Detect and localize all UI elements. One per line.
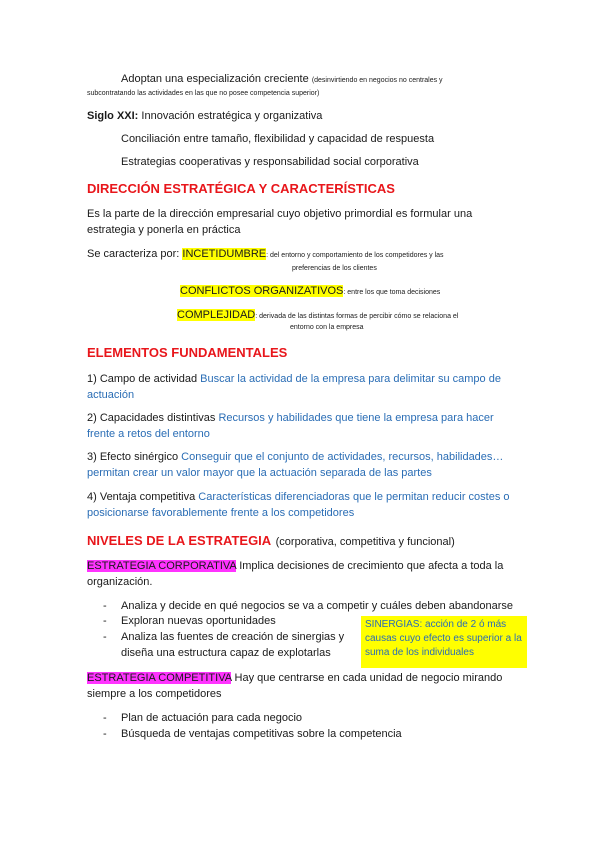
conflictos-highlight: CONFLICTOS ORGANIZATIVOS [180, 285, 344, 297]
corp-bullet-2: Exploran nuevas oportunidades [121, 615, 276, 627]
elemento-1-desc: Buscar la actividad de la empresa para delimitar su campo de [200, 373, 501, 385]
bullet-dash: - [103, 631, 107, 643]
conflictos-desc: : entre los que toma decisiones [343, 289, 441, 296]
intro-main-text: Adoptan una especialización creciente [121, 73, 309, 85]
sinergias-note: SINERGIAS: acción de 2 ó más causas cuyo efecto es superior a la suma de los individuales [361, 616, 527, 668]
elemento-1-line-2: actuación [87, 389, 135, 401]
estrategia-corporativa-highlight: ESTRATEGIA CORPORATIVA [87, 560, 237, 572]
elemento-3-line-1 [87, 451, 503, 463]
comp-desc-1: Hay que centrarse en cada unidad de negocio mirando [234, 672, 503, 684]
elemento-3-label: 3) Efecto sinérgico [87, 451, 179, 463]
corp-desc-1: Implica decisiones de crecimiento que afecta a toda la [239, 560, 504, 572]
siglo-text: Innovación estratégica y organizativa [141, 110, 323, 122]
elemento-4-line-2: posicionarse favorablemente frente a los competidores [87, 507, 355, 519]
direccion-heading: DIRECCIÓN ESTRATÉGICA Y CARACTERÍSTICAS [87, 181, 395, 196]
elemento-1-label: 1) Campo de actividad [87, 373, 198, 385]
elementos-heading: ELEMENTOS FUNDAMENTALES [87, 345, 288, 360]
direccion-def-1: Es la parte de la dirección empresarial cuyo objetivo primordial es formular una [87, 208, 473, 220]
elemento-2-desc: Recursos y habilidades que tiene la empresa para hacer [218, 412, 494, 424]
elemento-2-line-1 [87, 412, 494, 424]
siglo-label: Siglo XXI: [87, 110, 139, 122]
siglo-item-2: Estrategias cooperativas y responsabilidad social corporativa [121, 156, 419, 168]
corp-bullet-3-line-1: Analiza las fuentes de creación de sinergias y [121, 631, 345, 643]
elemento-4-label: 4) Ventaja competitiva [87, 491, 196, 503]
elemento-3-desc: Conseguir que el conjunto de actividades, recursos, habilidades… [181, 451, 504, 463]
complejidad-line [177, 309, 458, 321]
incertidumbre-desc-2: preferencias de los clientes [292, 265, 377, 272]
corp-line-2: organización. [87, 576, 153, 588]
siglo-item-1: Conciliación entre tamaño, flexibilidad y capacidad de respuesta [121, 133, 435, 145]
bullet-dash: - [103, 615, 107, 627]
incertidumbre-line [87, 248, 444, 260]
complejidad-highlight: COMPLEJIDAD [177, 309, 256, 321]
intro-line-1 [121, 73, 443, 85]
elemento-2-line-2: frente a retos del entorno [87, 428, 210, 440]
comp-bullet-2: Búsqueda de ventajas competitivas sobre la competencia [121, 728, 402, 740]
bullet-dash: - [103, 728, 107, 740]
niveles-subtitle: (corporativa, competitiva y funcional) [275, 536, 455, 548]
complejidad-desc-1: : derivada de las distintas formas de percibir cómo se relaciona el [255, 313, 459, 320]
elemento-4-line-1 [87, 491, 510, 503]
niveles-heading: NIVELES DE LA ESTRATEGIA [87, 533, 272, 548]
corp-bullet-1: Analiza y decide en qué negocios se va a competir y cuáles deben abandonarse [121, 600, 513, 612]
caracteriza-label: Se caracteriza por: [87, 248, 180, 260]
elemento-1-line-1 [87, 373, 501, 385]
incertidumbre-desc-1: : del entorno y comportamiento de los competidores y las [266, 252, 444, 259]
incertidumbre-highlight: INCETIDUMBRE [182, 248, 267, 260]
conflictos-line [180, 285, 440, 297]
corp-line-1 [87, 560, 503, 572]
bullet-dash: - [103, 600, 107, 612]
intro-line-2: subcontratando las actividades en las que no posee competencia superior) [87, 90, 320, 97]
siglo-line [87, 110, 322, 122]
direccion-def-2: estrategia y ponerla en práctica [87, 224, 241, 236]
comp-bullet-1: Plan de actuación para cada negocio [121, 712, 303, 724]
elemento-2-label: 2) Capacidades distintivas [87, 412, 216, 424]
estrategia-competitiva-highlight: ESTRATEGIA COMPETITIVA [87, 672, 232, 684]
intro-small-text: (desinvirtiendo en negocios no centrales y [311, 77, 443, 84]
niveles-heading-line [87, 532, 455, 550]
complejidad-desc-2: entorno con la empresa [290, 324, 364, 331]
elemento-3-line-2: permitan crear un valor mayor que la actuación separada de las partes [87, 467, 432, 479]
bullet-dash: - [103, 712, 107, 724]
elemento-4-desc: Características diferenciadoras que le permitan reducir costes o [198, 491, 510, 503]
corp-bullet-3-line-2: diseña una estructura capaz de explotarlas [121, 647, 331, 659]
comp-line-1 [87, 672, 502, 684]
comp-line-2: siempre a los competidores [87, 688, 222, 700]
